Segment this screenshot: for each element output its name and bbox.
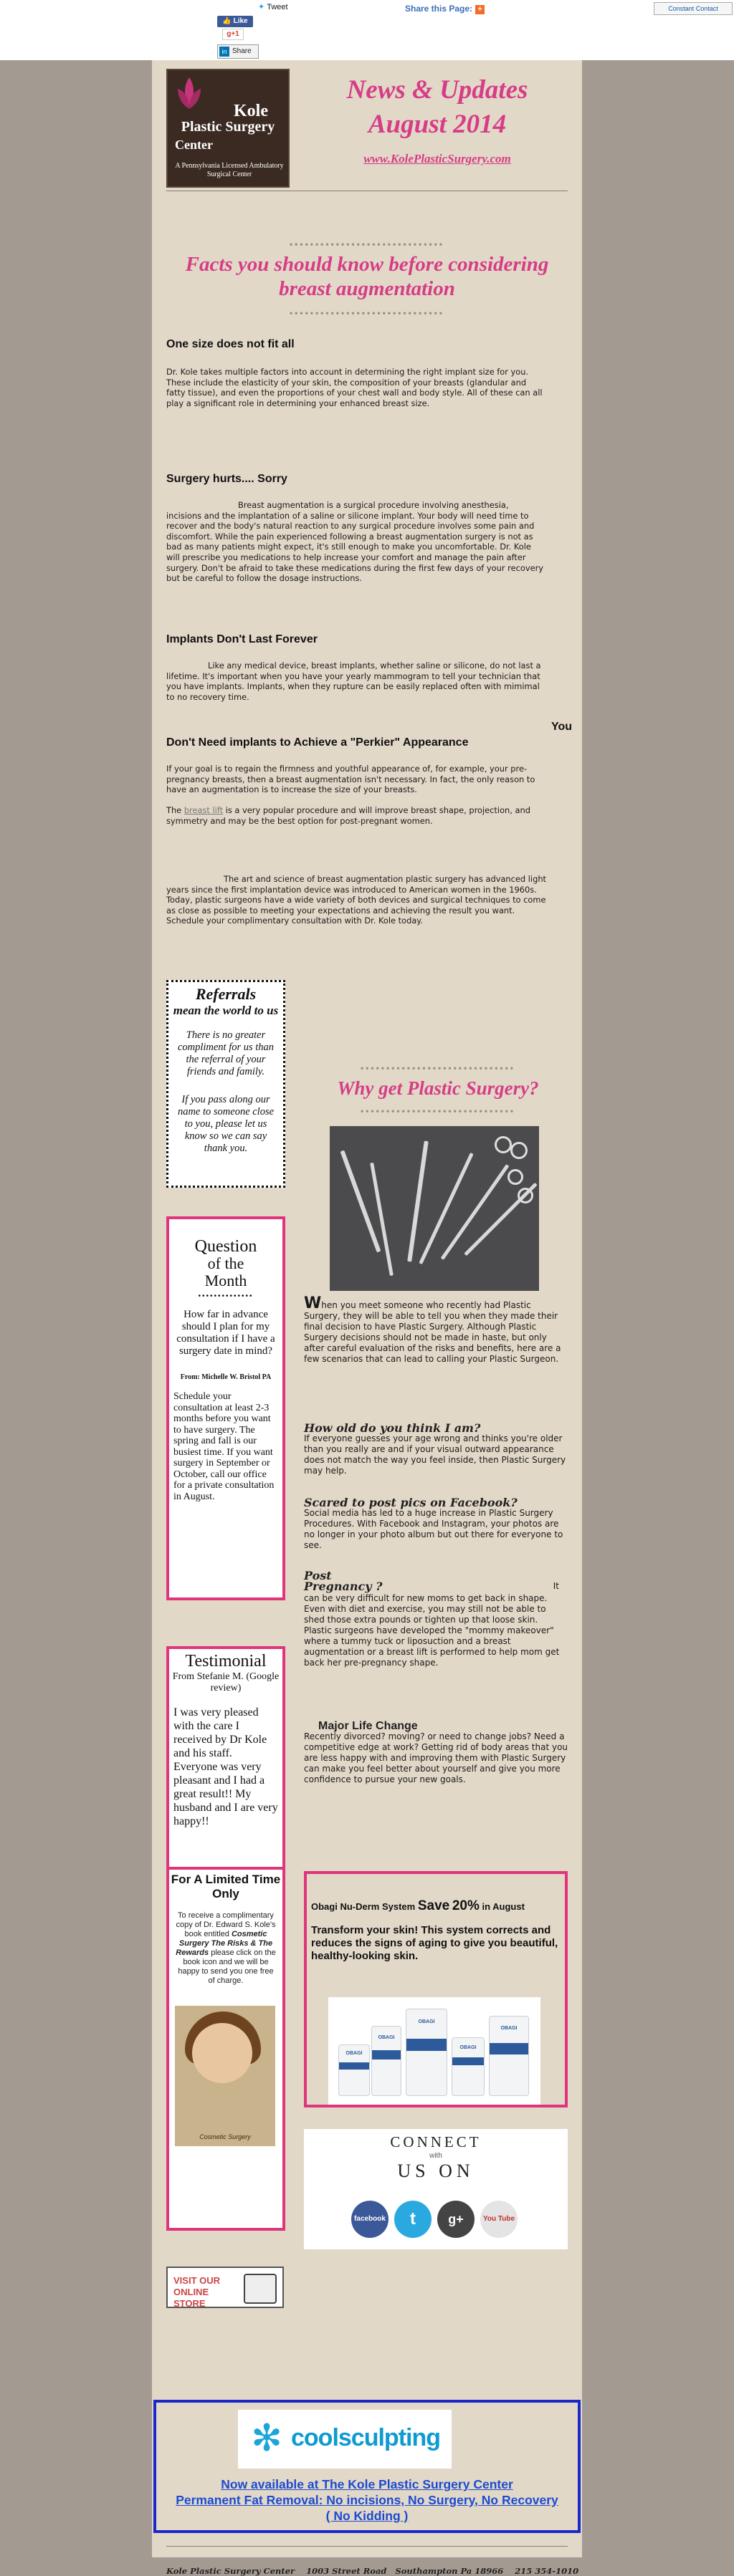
limited-title: For A Limited Time Only [171,1873,281,1900]
linkedin-icon: in [219,47,229,57]
online-store-label: VISIT OUR ONLINE STORE [173,2275,221,2309]
website-link[interactable]: www.KolePlasticSurgery.com [363,152,511,165]
product-bottle [338,2044,370,2096]
referrals-box [166,980,285,1188]
newsletter-page [152,60,582,2576]
scenario-2 [304,1497,568,1551]
scenario-heading: Scared to post pics on Facebook? [304,1496,518,1509]
facebook-icon[interactable]: facebook [351,2201,389,2238]
newsletter-title: News & Updates August 2014 [346,75,528,139]
section-body: If your goal is to regain the firmness and youthful appearance of, for example, your pre-pregnancy breasts, then a breast augmentation isn't necessary. In fact, the only reason to have an augmentation is to increase the size of your breasts. [166,764,535,795]
logo-name-text: Plastic Surgery [181,119,275,135]
section-heading: Implants Don't Last Forever [166,633,318,645]
testimonial-body: I was very pleased with the care I received by Dr Kole and his staff. Everyone was very pleasant and I had a great result!! My husband and I are very happy!! [173,1706,278,1827]
share-bar [0,0,734,60]
google-plus-icon[interactable]: g+ [437,2201,475,2238]
scenario-body: can be very difficult for new moms to get back in shape. Even with diet and exercise, you may still not be able to shed those extra pounds or tighten up that loose skin. Plastic surgeons have developed the "mommy makeover" where a tummy tuck or liposuction and a breast augmentation or a breast lift is performed to help mom get back her pre-pregnancy shape. [304,1593,560,1668]
coolsculpting-line[interactable]: Now available at The Kole Plastic Surgery Center [221,2477,513,2491]
connect-with: with [429,2152,442,2160]
product-brand-label: OBAGI [378,2034,395,2040]
scalpel-shape [340,1150,381,1252]
youtube-icon[interactable]: You Tube [480,2201,518,2238]
footer-divider [166,2546,568,2547]
product-brand-label: OBAGI [345,2051,363,2057]
scenario-heading: Major Life Change [318,1720,418,1732]
why-title: Why get Plastic Surgery? [337,1077,539,1099]
question-from: From: Michelle W. Bristol PA [180,1373,272,1381]
question-box [166,1216,285,1600]
book-cover-label: Cosmetic Surgery [199,2133,251,2140]
obagi-body: Transform your skin! This system corrects and reduces the signs of aging to give you beautiful, healthy-looking skin. [311,1924,558,1962]
online-store-button[interactable] [166,2267,284,2308]
linkedin-share-button[interactable]: in Share [217,44,259,59]
tweet-button[interactable]: ✦ Tweet [258,3,288,11]
connect-with-us-panel [304,2129,568,2249]
scenario-heading: How old do you think I am? [304,1421,481,1435]
limited-body: To receive a complimentary copy of Dr. Edward S. Kole's book entitled Cosmetic Surgery The Risks & The Rewards please click on the book icon and we will be happy to send you one free of charge. [176,1911,276,1985]
shopping-bag-icon [244,2274,277,2304]
scenario-4 [304,1721,568,1785]
section-body: Breast augmentation is a surgical procedure involving anesthesia, incisions and the implantation of a saline or silicone implant. Your body will need time to recover and the body's natural reaction to any surgical procedure involves some pain and discomfort. While the pain experienced following a breast augmentation surgery is not as bad as many patients might expect, it's still enough to make you uncomfortable. Dr. Kole will prescribe you medications to help increase your comfort and manage the pain after surgery. Don't be afraid to take these medications during the first few days of your recovery but be careful to follow the dosage instructions. [166,500,544,584]
breast-lift-link[interactable]: breast lift [184,805,224,815]
obagi-products-image[interactable] [328,1997,540,2105]
product-bottle [489,2016,529,2096]
coolsculpting-line[interactable]: ( No Kidding ) [325,2509,409,2523]
product-bottle [452,2037,485,2096]
question-title: Question of the Month [194,1237,257,1289]
product-bottle [406,2009,447,2096]
referrals-subtitle: mean the world to us [173,1004,279,1017]
referrals-title: Referrals [195,985,257,1003]
why-intro: When you meet someone who recently had Plastic Surgery, they will be able to tell you when they made their final decision to have Plastic Surgery. Although Plastic Surgery decisions should not be made in haste, but only after careful evaluation of the risks and benefits, here are a few scenarios that can lead to calling your Plastic Surgeon. [304,1294,561,1364]
dot-divider: •••••••••••••••••••••••••••••• [289,239,445,249]
snowflake-icon: ✻ [251,2418,282,2459]
surgical-instruments-image [330,1126,539,1291]
coolsculpting-banner[interactable] [153,2400,581,2533]
question-answer: Schedule your consultation at least 2-3 months before you want to have surgery. The spring and fall is our busiest time. If you want surgery in September or October, call our office for a private consultation in August. [173,1391,275,1502]
footer-address: Kole Plastic Surgery Center 1003 Street Road Southampton Pa 18966 215 354-1010 [166,2566,579,2576]
scenario-heading: Post [304,1569,332,1582]
referrals-body: There is no greater compliment for us than the referral of your friends and family. [177,1029,275,1077]
product-bottle [371,2026,401,2096]
twitter-icon[interactable]: t [394,2201,432,2238]
dot-divider: •••••••••••••• [198,1292,254,1300]
scissors-shape [419,1153,473,1264]
section-body: The breast lift is a very popular procedure and will improve breast shape, projection, and symmetry and may be the best option for post-pregnant women. [166,805,530,826]
constant-contact-badge[interactable]: Constant Contact [654,2,733,15]
limited-offer-box [166,1867,285,2231]
dot-divider: •••••••••••••••••••••••••••••• [360,1063,516,1073]
handle-ring [518,1188,533,1203]
coolsculpting-logo [238,2410,452,2469]
lotus-mark-icon [173,75,205,119]
scenario-body: Social media has led to a huge increase in Plastic Surgery Procedures. With Facebook and Instagram, your photos are no longer in your photo album but out there for everyone to see. [304,1508,563,1550]
product-brand-label: OBAGI [500,2026,518,2032]
share-this-page[interactable]: Share this Page: + [405,4,485,14]
handle-ring [510,1142,528,1159]
facebook-like-button[interactable]: 👍 Like [217,16,253,27]
obagi-title: Obagi Nu-Derm System Save 20% in August [311,1898,525,1913]
forceps-shape [407,1140,429,1261]
google-plus-button[interactable]: g+1 [222,29,244,40]
scenario-1 [304,1423,568,1476]
book-model-face [192,2023,252,2083]
closing-paragraph: The art and science of breast augmentation plastic surgery has advanced light years since the first implantation device was introduced to American women in the 1960s. Today, plastic surgeons have a wide variety of both devices and surgical techniques to come as close as possible to meeting your expectations and achieving the result you want. Schedule your complimentary consultation with Dr. Kole today. [166,874,547,926]
testimonial-from: From Stefanie M. (Google review) [172,1671,280,1693]
scenario-body: If everyone guesses your age wrong and thinks you're older than you really are and if your visual outward appearance does not match the way you feel inside, then Plastic Surgery may help. [304,1433,566,1476]
book-cover-image[interactable] [175,2006,275,2146]
question-text: How far in advance should I plan for my consultation if I have a surgery date in mind? [176,1309,275,1357]
logo-tagline: A Pennsylvania Licensed Ambulatory Surgical Center [175,162,284,178]
facts-title: Facts you should know before considering breast augmentation [185,253,549,300]
testimonial-box [166,1646,285,1887]
section-heading: Surgery hurts.... Sorry [166,473,287,485]
dot-divider: •••••••••••••••••••••••••••••• [289,308,445,318]
coolsculpting-wordmark: coolsculpting [291,2424,440,2451]
clinic-logo[interactable] [166,69,290,188]
handle-ring [507,1169,523,1185]
handle-ring [495,1136,512,1153]
section-prefix: You [550,721,572,733]
section-heading: Don't Need implants to Achieve a "Perkier" Appearance [166,736,469,749]
section-heading: One size does not fit all [166,338,295,350]
section-body: Like any medical device, breast implants, whether saline or silicone, do not last a lifetime. It's important when you have your yearly mammogram to tell your technician that you have implants. Implants, when they rupture can be easily replaced often with mimimal to no recovery time. [166,660,541,702]
connect-us-on: US ON [397,2161,475,2181]
thumbs-up-icon: 👍 [222,17,234,25]
product-brand-label: OBAGI [418,2019,435,2025]
coolsculpting-line[interactable]: Permanent Fat Removal: No incisions, No Surgery, No Recovery [176,2493,558,2507]
product-brand-label: OBAGI [459,2044,477,2050]
dot-divider: •••••••••••••••••••••••••••••• [360,1106,516,1116]
scenario-body: Recently divorced? moving? or need to change jobs? Need a competitive edge at work? Getting rid of body areas that you are less happy with and improving them with Plastic Surgery can make you feel better about yourself and give you more confidence to pursue your new goals. [304,1731,568,1784]
obagi-promo-box [304,1871,568,2108]
logo-kole-text: Kole [234,102,268,120]
logo-center-text: Center [175,138,213,152]
referrals-body: If you pass along our name to someone close to you, please let us know so we can say thank you. [177,1094,275,1154]
share-plus-icon[interactable]: + [475,5,485,14]
scenario-3: Post Pregnancy ? It can be very difficult for new moms to get back in shape. Even with diet and exercise, you may still not be able to shed those extra pounds or tighten up that loose skin. Plastic surgeons have developed the "mommy makeover" where a tummy tuck or liposuction and a breast augmentation or a breast lift is performed to help mom get back her pre-pregnancy shape. [304,1570,568,1668]
twitter-bird-icon: ✦ [258,3,265,11]
scalpel-shape [370,1163,394,1276]
testimonial-title: Testimonial [185,1652,267,1671]
connect-title: CONNECT [390,2133,482,2150]
section-body: Dr. Kole takes multiple factors into account in determining the right implant size for you. These include the elasticity of your skin, the composition of your breasts (glandular and fatty tissue), and even the proportions of your chest wall and body style. All of these can all play a significant role in determining your enhanced breast size. [166,367,543,408]
